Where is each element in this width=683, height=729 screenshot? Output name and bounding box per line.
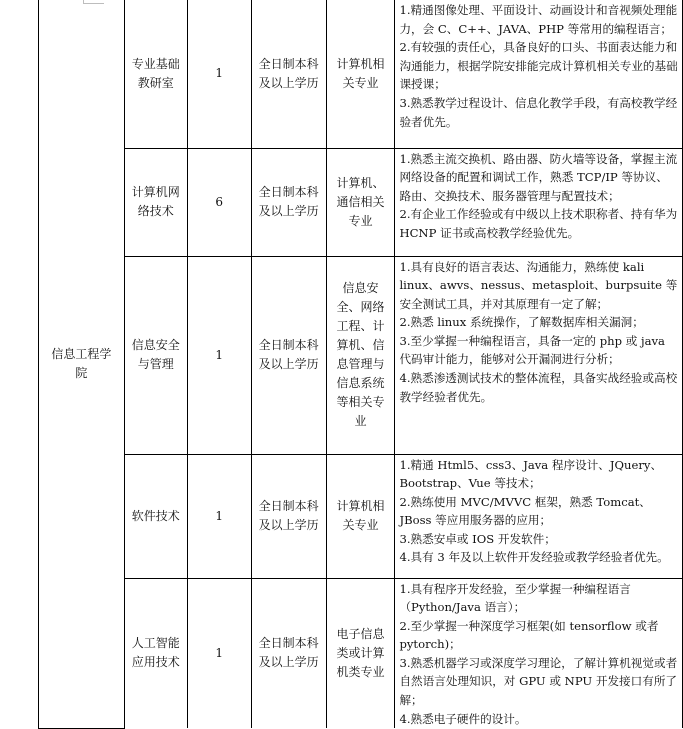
- major-requirement: 计算机相关专业: [336, 56, 385, 90]
- requirement-item: 1.具有程序开发经验，至少掌握一种编程语言（Python/Java 语言）；: [399, 581, 631, 615]
- count-cell: [187, 148, 251, 256]
- post-name: 计算机网络技术: [131, 185, 180, 218]
- requirement-item: 4.熟悉渗透测试技术的整体流程，具备实战经验或高校教学经验者优先。: [399, 371, 678, 404]
- post-cell: [124, 0, 187, 148]
- education-cell: [251, 578, 326, 728]
- table-row: [39, 454, 683, 578]
- education-requirement: 全日制本科及以上学历: [258, 636, 319, 670]
- major-requirement: 计算机、通信相关专业: [336, 175, 385, 228]
- requirements-cell: [395, 578, 683, 728]
- headcount: 1: [215, 508, 224, 523]
- requirement-item: 1.具有良好的语言表达、沟通能力，熟练使 kali linux、awvs、nessus、metasploit、burpsuite 等安全测试工具，并对其原理有一定了解；: [399, 259, 678, 311]
- major-requirement: 信息安全、网络工程、计算机、信息管理与信息系统等相关专业: [336, 281, 385, 428]
- requirement-item: 2.熟练使用 MVC/MVVC 框架，熟悉 Tomcat、JBoss 等应用服务器的应用；: [399, 494, 651, 528]
- post-cell: [124, 256, 187, 454]
- major-cell: [326, 148, 395, 256]
- post-name: 信息安全与管理: [131, 338, 180, 371]
- table-row: [39, 578, 683, 728]
- major-cell: [326, 578, 395, 728]
- post-name: 软件技术: [131, 508, 180, 523]
- major-cell: [326, 454, 395, 578]
- requirement-item: 1.精通 Html5、css3、Java 程序设计、JQuery、Bootstrap、Vue 等技术；: [399, 457, 663, 491]
- requirement-item: 1.熟悉主流交换机、路由器、防火墙等设备，掌握主流网络设备的配置和调试工作，熟悉 TCP/IP 等协议、路由、交换技术、服务器管理与配置技术；: [399, 151, 678, 203]
- requirement-item: 2.至少掌握一种深度学习框架(如 tensorflow 或者 pytorch)；: [399, 618, 659, 652]
- headcount: 1: [215, 347, 224, 362]
- recruitment-table: [38, 0, 683, 729]
- headcount: 1: [215, 66, 224, 81]
- headcount: 6: [215, 194, 224, 209]
- requirement-item: 3.至少掌握一种编程语言，具备一定的 php 或 java 代码审计能力，能够对公开漏洞进行分析；: [399, 333, 665, 367]
- post-cell: [124, 578, 187, 728]
- requirement-item: 1.精通图像处理、平面设计、动画设计和音视频处理能力，会 C、C++、JAVA、PHP 等常用的编程语言；: [399, 3, 678, 36]
- major-cell: [326, 0, 395, 148]
- education-requirement: 全日制本科及以上学历: [258, 499, 319, 532]
- education-cell: [251, 256, 326, 454]
- post-name: 人工智能应用技术: [131, 636, 180, 670]
- requirement-item: 3.熟悉教学过程设计、信息化教学手段，有高校教学经验者优先。: [399, 95, 678, 129]
- requirements-cell: [395, 256, 683, 454]
- table-row: [39, 0, 683, 148]
- requirements-cell: [395, 148, 683, 256]
- major-cell: [326, 256, 395, 454]
- post-name: 专业基础教研室: [131, 56, 180, 90]
- major-requirement: 电子信息类或计算机类专业: [336, 626, 385, 679]
- post-cell: [124, 148, 187, 256]
- count-cell: [187, 0, 251, 148]
- table-row: [39, 148, 683, 256]
- requirement-item: 2.熟悉 linux 系统操作，了解数据库相关漏洞；: [399, 315, 644, 330]
- count-cell: [187, 454, 251, 578]
- post-cell: [124, 454, 187, 578]
- education-requirement: 全日制本科及以上学历: [258, 56, 319, 90]
- count-cell: [187, 578, 251, 728]
- education-cell: [251, 454, 326, 578]
- requirement-item: 3.熟悉机器学习或深度学习理论，了解计算机视觉或者自然语言处理知识，对 GPU 或 NPU 开发接口有所了解；: [399, 655, 678, 708]
- college-cell: [39, 0, 125, 728]
- requirement-item: 4.具有 3 年及以上软件开发经验或教学经验者优先。: [399, 550, 669, 565]
- requirement-item: 2.有较强的责任心，具备良好的口头、书面表达能力和沟通能力，根据学院安排能完成计算机相关专业的基础课授课；: [399, 40, 678, 92]
- education-requirement: 全日制本科及以上学历: [258, 185, 319, 218]
- college-name: 信息工程学院: [51, 346, 112, 380]
- requirement-item: 2.有企业工作经验或有中级以上技术职称者、持有华为 HCNP 证书或高校教学经验优先。: [399, 207, 678, 240]
- education-cell: [251, 0, 326, 148]
- education-cell: [251, 148, 326, 256]
- major-requirement: 计算机相关专业: [336, 499, 385, 532]
- count-cell: [187, 256, 251, 454]
- requirements-cell: [395, 454, 683, 578]
- table-row: [39, 256, 683, 454]
- requirements-cell: [395, 0, 683, 148]
- requirement-item: 4.熟悉电子硬件的设计。: [399, 711, 527, 726]
- education-requirement: 全日制本科及以上学历: [258, 338, 319, 371]
- requirement-item: 3.熟悉安卓或 IOS 开发软件；: [399, 531, 556, 546]
- headcount: 1: [215, 645, 224, 660]
